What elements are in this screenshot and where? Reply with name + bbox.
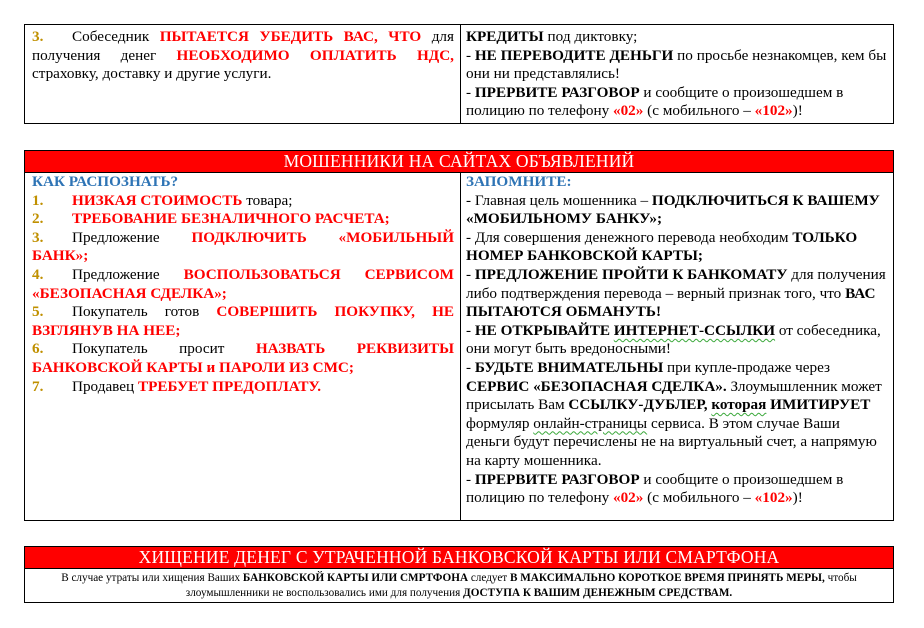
item-number: 3. bbox=[32, 228, 44, 246]
list-item bbox=[32, 192, 454, 211]
bold-text: В МАКСИМАЛЬНО КОРОТКОЕ ВРЕМЯ ПРИНЯТЬ МЕРЫ, bbox=[509, 572, 825, 584]
bold-text: ССЫЛКУ-ДУБЛЕР, bbox=[568, 396, 712, 414]
item-number: 4. bbox=[32, 265, 44, 283]
text: - bbox=[466, 358, 475, 376]
highlight-text: НЕОБХОДИМО ОПЛАТИТЬ НДС, bbox=[176, 46, 454, 64]
lost-card-table bbox=[24, 546, 894, 603]
text: следует bbox=[468, 572, 510, 584]
highlight-text: ПОДКЛЮЧИТЬ «МОБИЛЬНЫЙ БАНК»; bbox=[32, 228, 455, 265]
bold-text: ПОДКЛЮЧИТЬСЯ К ВАШЕМУ «МОБИЛЬНОМУ БАНКУ»; bbox=[466, 191, 880, 228]
text: Предложение bbox=[72, 265, 184, 283]
highlight-text: ТРЕБУЕТ ПРЕДОПЛАТУ. bbox=[137, 377, 322, 395]
text: В случае утраты или хищения Ваших bbox=[61, 572, 243, 584]
list-item bbox=[32, 266, 454, 303]
list-item bbox=[32, 378, 454, 397]
item-number: 3. bbox=[32, 28, 44, 45]
text: - Главная цель мошенника – bbox=[466, 191, 652, 209]
scam-call-table bbox=[24, 24, 894, 124]
bold-text: НЕ ПЕРЕВОДИТЕ ДЕНЬГИ bbox=[474, 46, 674, 64]
text: Злоумышленник может присылать Вам bbox=[466, 377, 882, 414]
highlight-text: ТРЕБОВАНИЕ БЕЗНАЛИЧНОГО РАСЧЕТА; bbox=[72, 210, 390, 228]
item-number: 2. bbox=[32, 210, 44, 228]
bold-text: СЕРВИС «БЕЗОПАСНАЯ СДЕЛКА». bbox=[466, 377, 727, 395]
highlight-text: СОВЕРШИТЬ ПОКУПКУ, НЕ ВЗГЛЯНУВ НА НЕЕ; bbox=[32, 303, 455, 339]
text: )! bbox=[792, 102, 803, 120]
table-row bbox=[25, 25, 893, 123]
table-row bbox=[25, 173, 893, 520]
text: сервиса. В этом случае Ваши деньги будут перечислены не на виртуальный счет, а напрямую на карту мошенника. bbox=[466, 414, 877, 469]
phone-number: «02» bbox=[612, 102, 644, 120]
column-header: КАК РАСПОЗНАТЬ? bbox=[32, 173, 179, 190]
text: и сообщите о произошедшем в полицию по телефону bbox=[466, 83, 844, 120]
text: и сообщите о произошедшем в полицию по телефону bbox=[466, 470, 844, 507]
text: - Для совершения денежного перевода необходим bbox=[466, 228, 793, 246]
item-number: 1. bbox=[32, 191, 44, 209]
text: - bbox=[466, 83, 475, 101]
paragraph bbox=[466, 266, 887, 322]
text: Собеседник bbox=[72, 28, 160, 45]
left-cell bbox=[25, 25, 461, 123]
paragraph bbox=[466, 84, 887, 121]
text: онлайн-страницы bbox=[533, 414, 648, 432]
text: - bbox=[466, 321, 475, 339]
column-header: ЗАПОМНИТЕ: bbox=[466, 173, 572, 190]
warning-list bbox=[32, 192, 454, 397]
phone-number: «102» bbox=[754, 102, 793, 120]
text: под диктовку; bbox=[543, 28, 638, 45]
text: Предложение bbox=[72, 228, 192, 246]
text: (с мобильного – bbox=[643, 102, 755, 120]
list-item bbox=[32, 303, 454, 340]
highlight-text: ПЫТАЕТСЯ УБЕДИТЬ ВАС, ЧТО bbox=[159, 28, 422, 45]
paragraph bbox=[466, 322, 887, 359]
item-number: 6. bbox=[32, 340, 44, 358]
text: для получения либо подтверждения перевода – верный признак того, что bbox=[466, 265, 886, 302]
bold-text: ДОСТУПА К ВАШИМ ДЕНЕЖНЫМ СРЕДСТВАМ. bbox=[463, 586, 733, 599]
bold-text: БАНКОВСКОЙ КАРТЫ ИЛИ СМРТФОНА bbox=[242, 572, 469, 584]
section-title: МОШЕННИКИ НА САЙТАХ ОБЪЯВЛЕНИЙ bbox=[25, 151, 893, 173]
text: Покупатель просит bbox=[72, 340, 256, 358]
text: для получения денег bbox=[32, 28, 454, 64]
bold-text: ВАС ПЫТАЮТСЯ ОБМАНУТЬ! bbox=[466, 284, 876, 321]
text: от собеседника, они могут быть вредоносными! bbox=[466, 321, 881, 358]
bold-text: ТОЛЬКО НОМЕР БАНКОВСКОЙ КАРТЫ; bbox=[466, 228, 858, 265]
highlight-text: НИЗКАЯ СТОИМОСТЬ bbox=[72, 191, 243, 209]
bold-text: ПРЕРВИТЕ РАЗГОВОР bbox=[474, 470, 640, 488]
bold-text: НЕ ОТКРЫВАЙТЕ bbox=[474, 321, 614, 339]
highlight-text: НАЗВАТЬ РЕКВИЗИТЫ БАНКОВСКОЙ КАРТЫ и ПАРОЛИ ИЗ СМС; bbox=[32, 340, 454, 376]
phone-number: «102» bbox=[754, 489, 793, 507]
right-cell bbox=[461, 25, 893, 123]
recognize-column bbox=[25, 173, 461, 520]
bold-text: ИНТЕРНЕТ-ССЫЛКИ bbox=[613, 321, 776, 339]
paragraph bbox=[466, 229, 887, 266]
paragraph bbox=[466, 192, 887, 229]
text: страховку, доставку и другие услуги. bbox=[32, 65, 272, 83]
text: - bbox=[466, 46, 475, 64]
bold-text: ИМИТИРУЕТ bbox=[770, 396, 871, 414]
paragraph bbox=[466, 471, 887, 508]
text: Продавец bbox=[72, 377, 138, 395]
text: товара; bbox=[242, 191, 293, 209]
paragraph bbox=[466, 28, 887, 47]
text: при купле-продаже через bbox=[663, 358, 831, 376]
remember-column bbox=[461, 173, 893, 520]
list-item bbox=[32, 229, 454, 266]
bold-text: БУДЬТЕ ВНИМАТЕЛЬНЫ bbox=[474, 358, 664, 376]
list-item bbox=[32, 340, 454, 377]
bold-text: КРЕДИТЫ bbox=[466, 28, 544, 45]
instruction-text bbox=[25, 569, 893, 602]
text: чтобы злоумышленники не воспользовались ими для получения bbox=[185, 572, 857, 599]
bold-text: ПРЕРВИТЕ РАЗГОВОР bbox=[474, 83, 640, 101]
item-number: 5. bbox=[32, 303, 44, 321]
text: (с мобильного – bbox=[643, 489, 755, 507]
classifieds-fraud-table bbox=[24, 150, 894, 521]
bold-text: которая bbox=[711, 396, 767, 414]
text: по просьбе незнакомцев, кем бы они ни представлялись! bbox=[466, 46, 887, 83]
bold-text: ПРЕДЛОЖЕНИЕ ПРОЙТИ К БАНКОМАТУ bbox=[474, 265, 788, 283]
item-number: 7. bbox=[32, 377, 44, 395]
paragraph bbox=[466, 359, 887, 471]
paragraph bbox=[466, 47, 887, 84]
text: формуляр bbox=[466, 414, 534, 432]
section-title: ХИЩЕНИЕ ДЕНЕГ С УТРАЧЕННОЙ БАНКОВСКОЙ КАРТЫ ИЛИ СМАРТФОНА bbox=[25, 547, 893, 569]
text: )! bbox=[792, 489, 803, 507]
text: - bbox=[466, 470, 475, 488]
list-item bbox=[32, 210, 454, 229]
text: - bbox=[466, 265, 475, 283]
text: Покупатель готов bbox=[72, 303, 217, 321]
phone-number: «02» bbox=[612, 489, 644, 507]
highlight-text: ВОСПОЛЬЗОВАТЬСЯ СЕРВИСОМ «БЕЗОПАСНАЯ СДЕЛКА»; bbox=[32, 265, 455, 302]
